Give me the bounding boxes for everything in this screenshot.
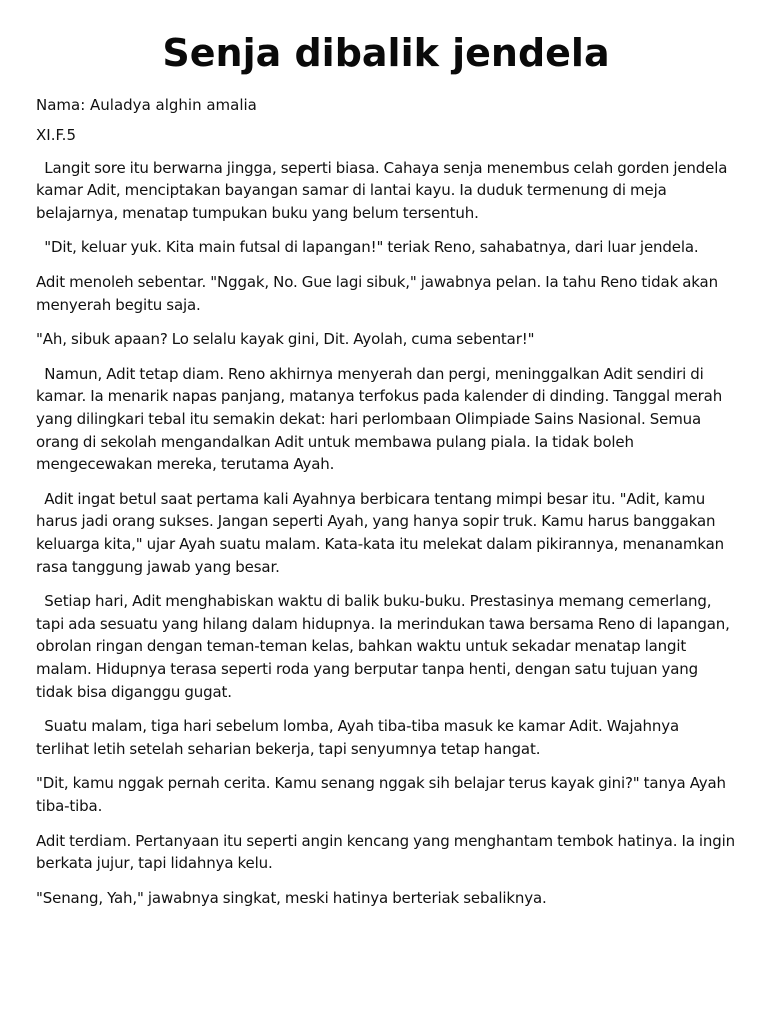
paragraph-2: "Dit, keluar yuk. Kita main futsal di lapangan!" teriak Reno, sahabatnya, dari luar jendela.: [36, 238, 699, 257]
paragraph-6: Adit ingat betul saat pertama kali Ayahnya berbicara tentang mimpi besar itu. "Adit, kamu harus jadi orang sukses. Jangan seperti Ayah, yang hanya sopir truk. Kamu harus banggakan keluarga kita," ujar Ayah suatu malam. Kata-kata itu melekat dalam pikirannya, menanamkan rasa tanggung jawab yang besar.: [36, 489, 729, 576]
paragraph-10: Adit terdiam. Pertanyaan itu seperti angin kencang yang menghantam tembok hatinya. Ia ingin berkata jujur, tapi lidahnya kelu.: [36, 831, 740, 873]
class-label: XI.F.5: [36, 125, 76, 144]
paragraph-9: "Dit, kamu nggak pernah cerita. Kamu senang nggak sih belajar terus kayak gini?" tanya Ayah tiba-tiba.: [36, 774, 731, 815]
paragraph-4: "Ah, sibuk apaan? Lo selalu kayak gini, Dit. Ayolah, cuma sebentar!": [36, 330, 535, 349]
paragraph-1: Langit sore itu berwarna jingga, seperti biasa. Cahaya senja menembus celah gorden jendela kamar Adit, menciptakan bayangan samar di lantai kayu. Ia duduk termenung di meja belajarnya, menatap tumpukan buku yang belum tersentuh.: [36, 158, 732, 222]
author-name: Nama: Auladya alghin amalia: [36, 95, 257, 114]
paragraph-8: Suatu malam, tiga hari sebelum lomba, Ayah tiba-tiba masuk ke kamar Adit. Wajahnya terlihat letih setelah seharian bekerja, tapi senyumnya tetap hangat.: [36, 717, 684, 758]
paragraph-7: Setiap hari, Adit menghabiskan waktu di balik buku-buku. Prestasinya memang cemerlang, tapi ada sesuatu yang hilang dalam hidupnya. Ia merindukan tawa bersama Reno di lapangan, obrolan ringan dengan teman-teman kelas, bahkan waktu untuk sekadar menatap langit malam. Hidupnya terasa seperti roda yang berputar tanpa henti, dengan satu tujuan yang tidak bisa diganggu gugat.: [36, 592, 734, 701]
document-page: [36, 31, 740, 921]
paragraph-5: Namun, Adit tetap diam. Reno akhirnya menyerah dan pergi, meninggalkan Adit sendiri di kamar. Ia menarik napas panjang, matanya terfokus pada kalender di dinding. Tanggal merah yang dilingkari tebal itu semakin dekat: hari perlombaan Olimpiade Sains Nasional. Semua orang di sekolah mengandalkan Adit untuk membawa pulang piala. Ia tidak boleh mengecewakan mereka, terutama Ayah.: [36, 364, 727, 474]
story-title: Senja dibalik jendela: [162, 31, 610, 75]
paragraph-3: Adit menoleh sebentar. "Nggak, No. Gue lagi sibuk," jawabnya pelan. Ia tahu Reno tidak akan menyerah begitu saja.: [36, 273, 723, 314]
paragraph-11: "Senang, Yah," jawabnya singkat, meski hatinya berteriak sebaliknya.: [36, 888, 547, 907]
